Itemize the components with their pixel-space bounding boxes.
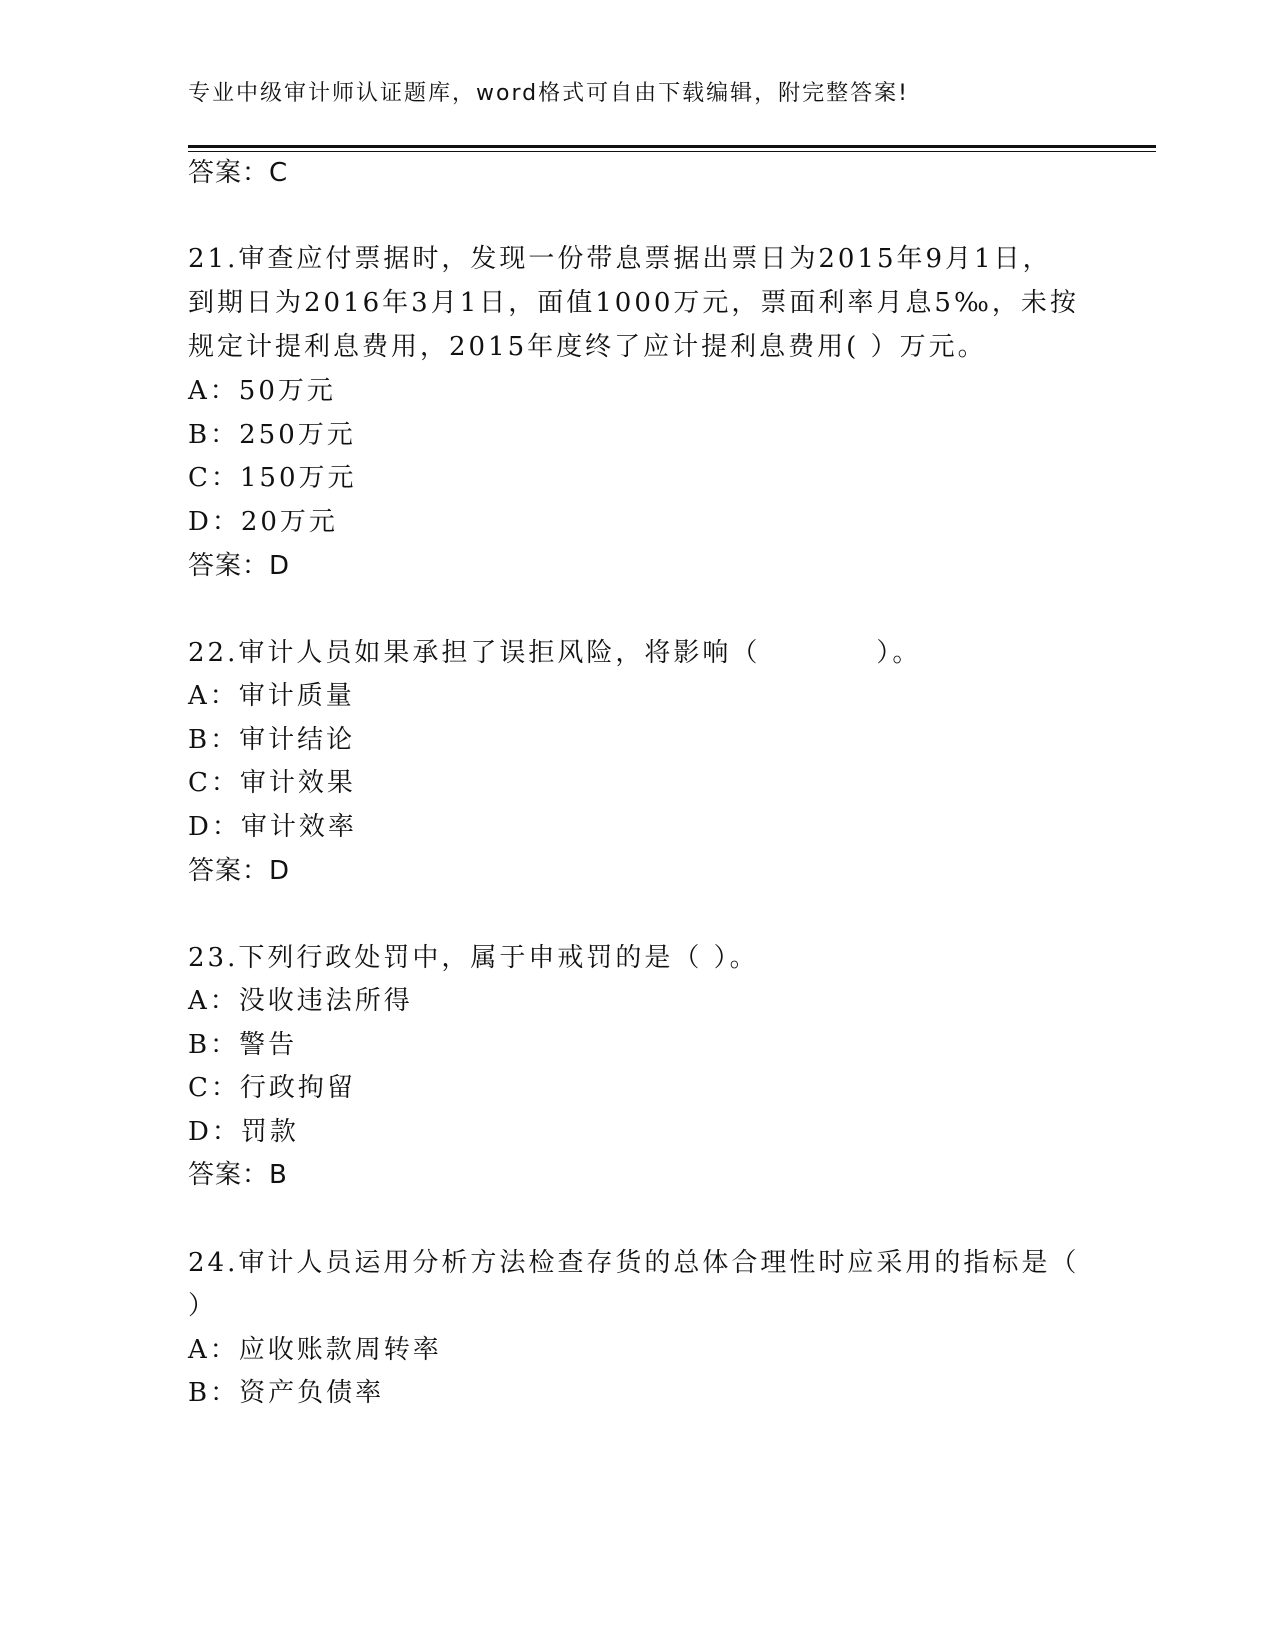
answer-line: 答案：D (188, 856, 291, 886)
option-d: D：20万元 (188, 507, 338, 537)
option-a: A：应收账款周转率 (188, 1335, 442, 1365)
header-rule (188, 145, 1156, 148)
option-b: B：审计结论 (188, 725, 356, 755)
option-a: A：50万元 (188, 376, 336, 406)
question-stem: 规定计提利息费用，2015年度终了应计提利息费用( ）万元。 (188, 332, 987, 362)
question-stem: ） (188, 1291, 218, 1321)
answer-line: 答案：D (188, 551, 291, 581)
page-header: 专业中级审计师认证题库，word格式可自由下载编辑，附完整答案! (188, 81, 909, 106)
answer-line: 答案：C (188, 158, 289, 188)
option-a: A：没收违法所得 (188, 986, 413, 1016)
option-c: C：150万元 (188, 463, 357, 493)
option-c: C：审计效果 (188, 768, 356, 798)
option-b: B：警告 (188, 1030, 298, 1060)
answer-line: 答案：B (188, 1160, 288, 1190)
option-c: C：行政拘留 (188, 1073, 356, 1103)
option-a: A：审计质量 (188, 681, 355, 711)
option-b: B：资产负债率 (188, 1378, 385, 1408)
option-d: D：审计效率 (188, 812, 357, 842)
option-d: D：罚款 (188, 1117, 299, 1147)
question-stem: 22.审计人员如果承担了误拒风险，将影响（ ）。 (188, 638, 922, 668)
question-stem: 23.下列行政处罚中，属于申戒罚的是（ ）。 (188, 943, 759, 973)
question-stem: 到期日为2016年3月1日，面值1000万元，票面利率月息5‰，未按 (188, 288, 1079, 318)
question-stem: 24.审计人员运用分析方法检查存货的总体合理性时应采用的指标是（ (188, 1248, 1080, 1278)
option-b: B：250万元 (188, 420, 356, 450)
question-stem: 21.审查应付票据时，发现一份带息票据出票日为2015年9月1日， (188, 244, 1052, 274)
header-rule-thin (188, 151, 1156, 152)
